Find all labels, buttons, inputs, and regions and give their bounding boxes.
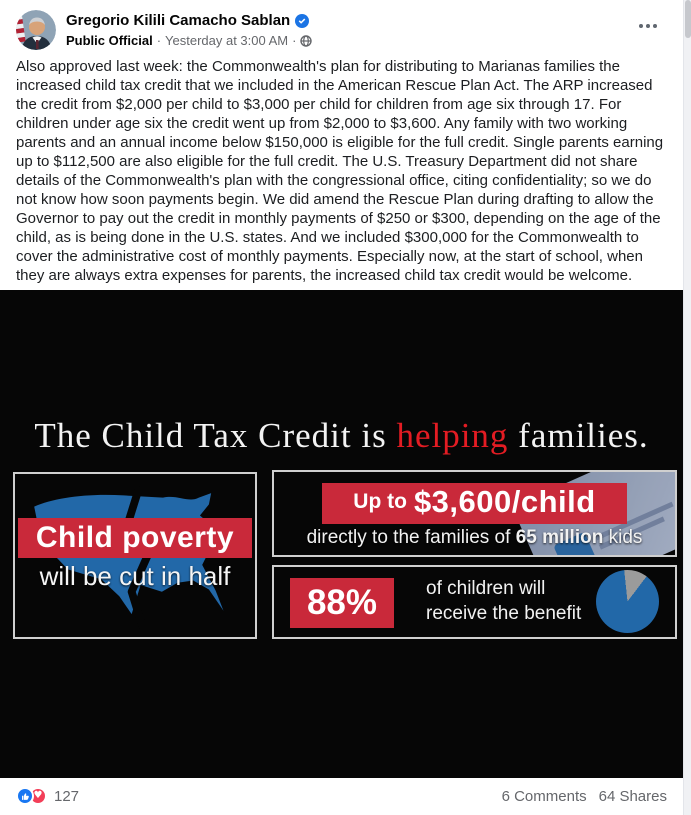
title-prefix: The Child Tax Credit is — [34, 416, 397, 455]
meta-separator: · — [292, 33, 297, 48]
families-line-bold: 65 million — [515, 527, 604, 548]
dot — [639, 24, 643, 28]
benefit-text — [426, 576, 581, 626]
credit-amount-banner — [322, 483, 627, 524]
profile-name[interactable]: Gregorio Kilili Camacho Sablan — [66, 12, 291, 29]
meta-separator: · — [156, 33, 162, 48]
reaction-count[interactable]: 127 — [54, 787, 80, 805]
pie-chart — [596, 570, 659, 633]
header-text — [66, 10, 312, 49]
post-header — [0, 0, 683, 50]
amount-label: $3,600/child — [413, 484, 596, 519]
panel-child-poverty — [13, 472, 257, 639]
families-line-suffix: kids — [603, 527, 643, 548]
globe-privacy-icon — [300, 35, 312, 47]
stat-value: 88% — [306, 583, 378, 622]
cut-in-half-label: will be cut in half — [39, 561, 231, 591]
post-meta — [66, 32, 312, 49]
up-to-label: Up to — [353, 490, 407, 513]
post-photo[interactable] — [0, 290, 683, 778]
comments-count[interactable]: 6 Comments — [501, 787, 587, 805]
dot — [646, 24, 650, 28]
reactions-summary[interactable] — [16, 787, 79, 805]
stat-badge — [290, 578, 394, 628]
infographic-title — [0, 416, 683, 456]
profile-category: Public Official — [66, 33, 153, 48]
title-highlight: helping — [396, 416, 509, 455]
families-line-prefix: directly to the families of — [306, 527, 516, 548]
post-timestamp[interactable]: Yesterday at 3:00 AM — [165, 33, 289, 48]
avatar[interactable] — [16, 10, 56, 50]
panel-benefit-share — [272, 565, 677, 639]
avatar-image — [16, 10, 56, 50]
benefit-line2: receive the benefit — [426, 603, 582, 624]
scrollbar-track[interactable] — [683, 0, 691, 815]
post-footer — [0, 778, 683, 805]
benefit-line1: of children will — [426, 578, 546, 599]
child-poverty-label: Child poverty — [35, 521, 235, 554]
dot — [653, 24, 657, 28]
more-options-button[interactable] — [635, 16, 661, 36]
engagement-counts — [502, 788, 667, 805]
verified-badge-icon — [295, 14, 309, 28]
families-line — [274, 527, 675, 549]
heart-glyph: ♥ — [33, 790, 43, 801]
post-text: Also approved last week: the Commonwealth's plan for distributing to Marianas families the increased child tax credit that we included in the American Rescue Plan Act. The ARP increased the credit from $2,000 per child to $3,000 per child for children from age six through 17. For children under age six the credit went up from $2,000 to $3,600. Any family with two working parents and an annual income below $150,000 is eligible for the full credit. Single parents earning up to $112,500 are also eligible for the full credit. The U.S. Treasury Department did not share details of the Commonwealth's plan with the congressional office, citing confidentiality; so we do not know how soon payments begin. We did amend the Rescue Plan during drafting to allow the Governor to pay out the credit in monthly payments of $250 or $300, depending on the age of the child, as is being done in the U.S. states. And we included $300,000 for the Commonwealth to cover the administrative cost of monthly payments. Especially now, at the start of school, when they are always extra expenses for parents, the increased child tax credit would be welcome. — [16, 58, 664, 284]
shares-count[interactable]: 64 Shares — [598, 787, 667, 805]
panel-credit-amount — [272, 470, 677, 557]
child-poverty-banner — [18, 518, 252, 558]
scrollbar-thumb[interactable] — [685, 0, 691, 38]
title-suffix: families. — [508, 416, 649, 455]
thumbs-up-reaction-icon[interactable] — [16, 787, 34, 805]
